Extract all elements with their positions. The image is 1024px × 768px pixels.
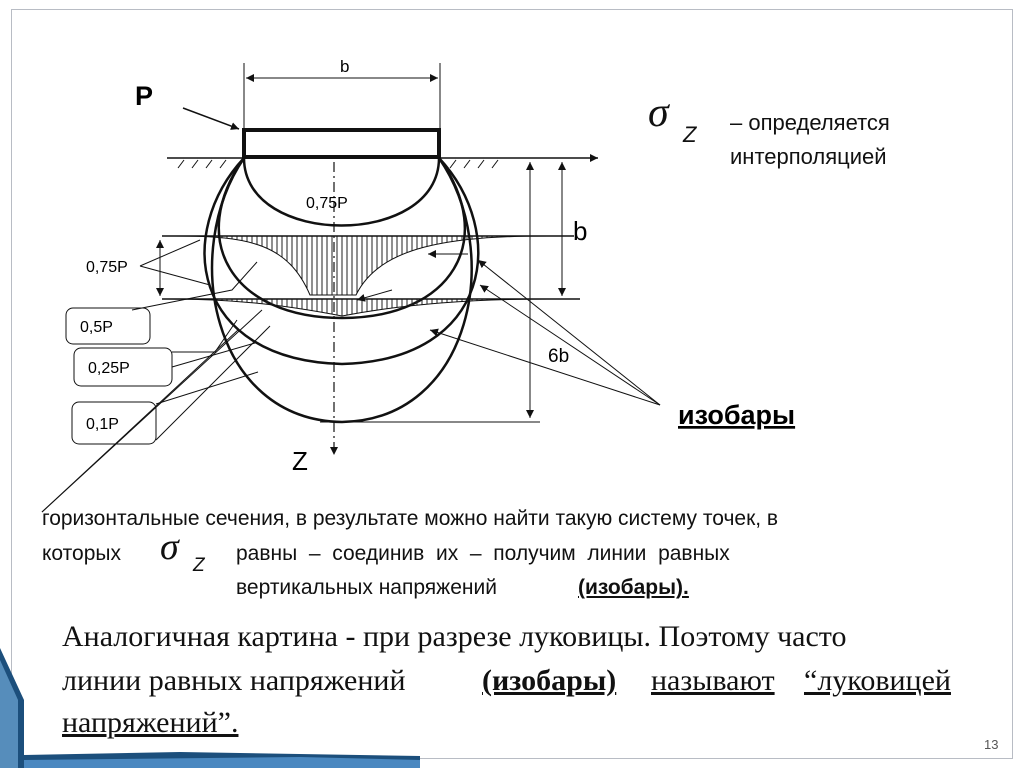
paragraph1-sigma-symbol: σ xyxy=(160,526,179,568)
sigma-subscript: Z xyxy=(683,122,697,147)
width-label: b xyxy=(340,57,350,76)
depth-6b-label: 6b xyxy=(548,346,570,367)
paragraph2-line2-mid: называют xyxy=(651,664,775,697)
load-arrow xyxy=(183,108,239,129)
paragraph1-line2-end: равны – соединив их – получим линии равных xyxy=(236,542,730,565)
sigma-note-line1: – определяется xyxy=(730,110,890,135)
slide-number: 13 xyxy=(984,737,999,752)
load-label: P xyxy=(135,81,154,111)
stress-075p-label: 0,75P xyxy=(86,259,128,276)
paragraph2-line2-quote: “луковицей xyxy=(804,664,951,697)
callout-025p-label: 0,25P xyxy=(88,360,130,377)
callout-01p-label: 0,1P xyxy=(86,416,119,433)
paragraph2-line2-bold: (изобары) xyxy=(482,664,617,697)
ground-hatching xyxy=(178,160,498,168)
paragraph1-sigma-subscript: Z xyxy=(193,555,205,576)
isobars-leaders xyxy=(430,260,660,405)
isobars-label: изобары xyxy=(678,400,796,430)
paragraph2-line3-quote: напряжений”. xyxy=(62,706,239,739)
paragraph1-line1: горизонтальные сечения, в результате можно найти такую систему точек, в xyxy=(42,507,779,530)
isobar-075p xyxy=(244,158,439,226)
isobar-075p-label: 0,75P xyxy=(306,195,348,212)
paragraph2-line1: Аналогичная картина - при разрезе луковицы. Поэтому часто xyxy=(62,620,847,653)
foundation-strip xyxy=(244,130,439,157)
z-axis-label: Z xyxy=(292,446,308,476)
depth-b-label: b xyxy=(573,216,588,246)
sigma-symbol: σ xyxy=(648,90,669,136)
paragraph1-line3-bold: (изобары). xyxy=(578,576,689,599)
stress-epure-upper xyxy=(175,236,548,295)
callout-05p-label: 0,5P xyxy=(80,319,113,336)
sigma-note-line2: интерполяцией xyxy=(730,144,887,169)
paragraph1-line2-start: которых xyxy=(42,542,121,565)
paragraph1-line3-start: вертикальных напряжений xyxy=(236,576,497,599)
paragraph2-line2-start: линии равных напряжений xyxy=(62,664,406,697)
